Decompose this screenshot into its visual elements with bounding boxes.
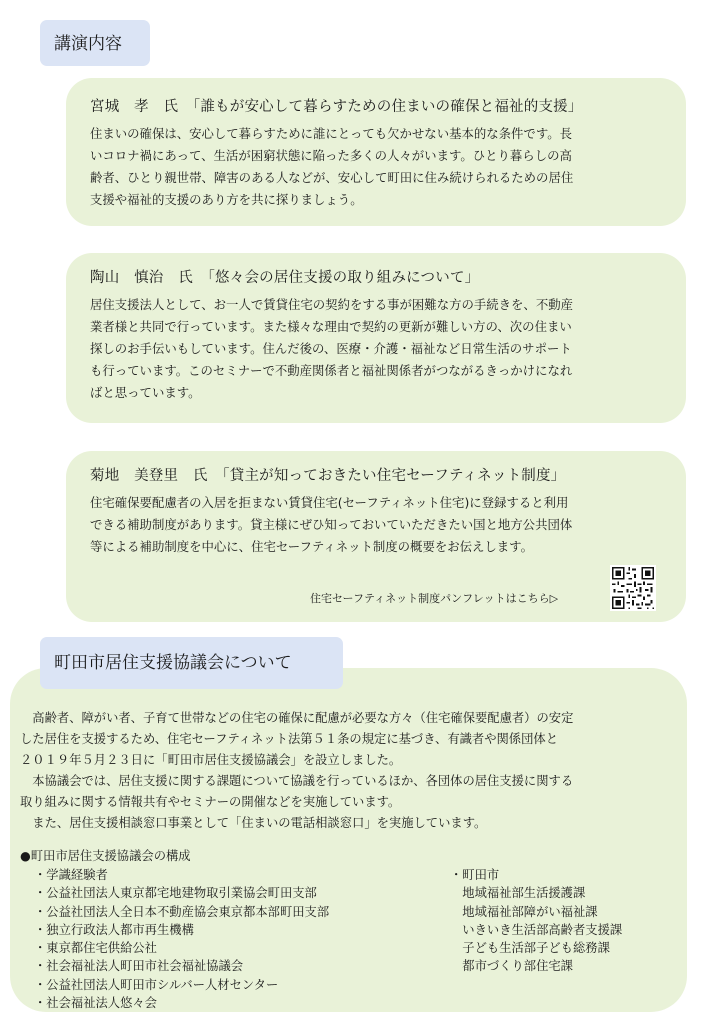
description-line: 住まいの確保は、安心して暮らすために誰にとっても欠かせない基本的な条件です。長: [90, 126, 572, 141]
lecture-heading: 陶山 慎治 氏 「悠々会の居住支援の取り組みについて」: [90, 270, 480, 286]
member-item: ・社会福祉法人悠々会: [34, 996, 157, 1011]
lecture-description: [90, 492, 668, 558]
member-item: ・町田市: [450, 868, 500, 882]
members-left-column: [34, 866, 329, 1012]
lecture-card: [66, 253, 686, 423]
description-line: 住宅確保要配慮者の入居を拒まない賃貸住宅(セーフティネット住宅)に登録すると利用: [90, 495, 569, 510]
member-item: ・東京都住宅供給公社: [34, 941, 157, 956]
description-line: 居住支援法人として、お一人で賃貸住宅の契約をする事が困難な方の手続きを、不動産: [90, 297, 573, 312]
section-title: 講演内容: [54, 34, 122, 54]
member-item: ・学識経験者: [34, 868, 108, 882]
description-line: できる補助制度があります。貸主様にぜひ知っておいていただきたい国と地方公共団体: [90, 517, 573, 532]
description-line: 等による補助制度を中心に、住宅セーフティネット制度の概要をお伝えします。: [90, 539, 533, 554]
association-card: [10, 668, 687, 1012]
members-heading: ●町田市居住支援協議会の構成: [20, 849, 191, 863]
association-description: [20, 708, 677, 834]
pamphlet-link[interactable]: 住宅セーフティネット制度パンフレットはこちら▷: [310, 592, 559, 605]
description-line: 本協議会では、居住支援に関する課題について協議を行っているほか、各団体の居住支援に関する: [20, 774, 574, 788]
member-item: 子ども生活部子ども総務課: [450, 941, 610, 956]
member-item: ・公益社団法人町田市シルバー人材センター: [34, 977, 279, 992]
description-line: 探しのお手伝いもしています。住んだ後の、医療・介護・福祉など日常生活のサポート: [90, 341, 572, 356]
lecture-description: [90, 294, 668, 404]
section-title: 町田市居住支援協議会について: [54, 653, 292, 673]
member-item: いきいき生活部高齢者支援課: [450, 922, 623, 937]
description-line: 取り組みに関する情報共有やセミナーの開催などを実施しています。: [20, 795, 401, 809]
lecture-heading: 菊地 美登里 氏 「貸主が知っておきたい住宅セーフティネット制度」: [90, 468, 566, 484]
description-line: また、居住支援相談窓口事業として「住まいの電話相談窓口」を実施しています。: [20, 816, 487, 830]
description-line: 齢者、ひとり親世帯、障害のある人などが、安心して町田に住み続けられるための居住: [90, 170, 574, 185]
description-line: した居住を支援するため、住宅セーフティネット法第５１条の規定に基づき、有識者や関係団体と: [20, 732, 558, 746]
description-line: 高齢者、障がい者、子育て世帯などの住宅の確保に配慮が必要な方々（住宅確保要配慮者）の安定: [20, 711, 574, 725]
member-item: ・社会福祉法人町田市社会福祉協議会: [34, 959, 244, 974]
member-item: 地域福祉部生活援護課: [450, 886, 586, 901]
member-item: ・公益社団法人全日本不動産協会東京都本部町田支部: [34, 904, 330, 919]
lecture-heading: 宮城 孝 氏 「誰もが安心して暮らすための住まいの確保と福祉的支援」: [90, 99, 583, 115]
members-right-column: [450, 866, 622, 976]
description-line: いコロナ禍にあって、生活が困窮状態に陥った多くの人々がいます。ひとり暮らしの高: [90, 148, 572, 163]
description-line: 業者様と共同で行っています。また様々な理由で契約の更新が難しい方の、次の住まい: [90, 319, 572, 334]
section-tab-association: [40, 637, 343, 689]
description-line: ばと思っています。: [90, 385, 201, 400]
member-item: ・独立行政法人都市再生機構: [34, 922, 194, 937]
section-tab-lecture-content: [40, 20, 150, 66]
description-line: ２０１９年５月２３日に「町田市居住支援協議会」を設立しました。: [20, 753, 402, 767]
description-line: も行っています。このセミナーで不動産関係者と福祉関係者がつながるきっかけになれ: [90, 363, 573, 378]
member-item: ・公益社団法人東京都宅地建物取引業協会町田支部: [34, 886, 317, 901]
member-item: 地域福祉部障がい福祉課: [450, 904, 598, 919]
lecture-description: [90, 123, 668, 211]
description-line: 支援や福祉的支援のあり方を共に探りましょう。: [90, 192, 363, 207]
member-item: 都市づくり部住宅課: [450, 959, 573, 974]
lecture-card: [66, 78, 686, 226]
qr-code-icon[interactable]: [610, 565, 656, 611]
